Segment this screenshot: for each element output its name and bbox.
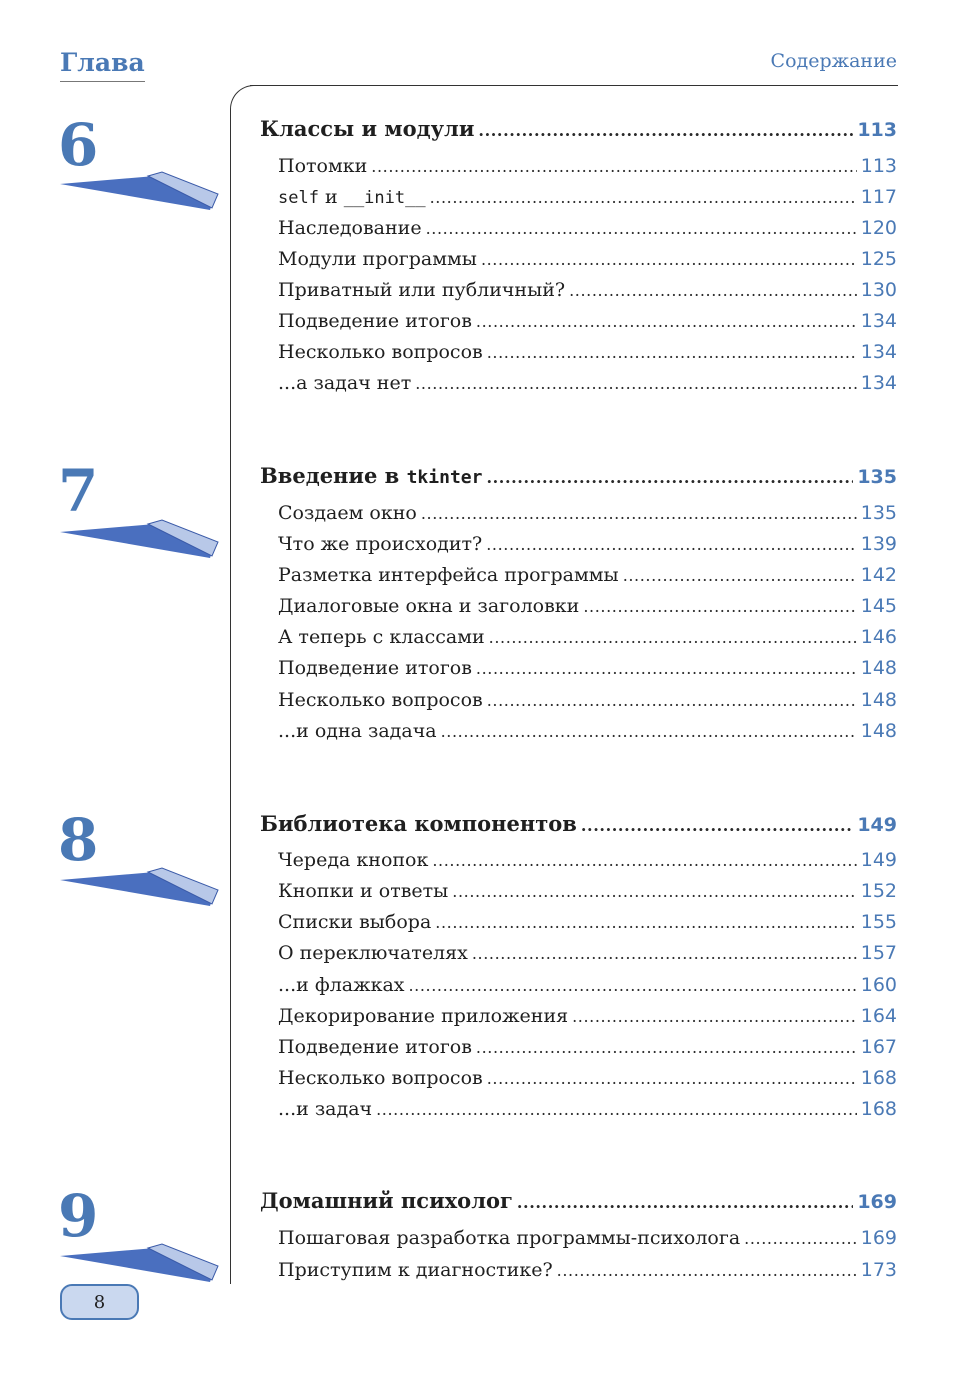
toc-title-text: Домашний психолог xyxy=(260,1188,513,1213)
header-rule xyxy=(250,85,898,86)
toc-entry[interactable]: Списки выбора ..... 155 xyxy=(278,911,897,933)
toc-entry[interactable]: Череда кнопок ..... 149 xyxy=(278,849,897,871)
toc-entry[interactable]: Разметка интерфейса программы ..... 142 xyxy=(278,564,897,586)
toc-entry[interactable]: ...а задач нет ..... 134 xyxy=(278,372,897,394)
toc-entry[interactable]: Кнопки и ответы ..... 152 xyxy=(278,880,897,902)
toc-entry[interactable]: Что же происходит? ..... 139 xyxy=(278,533,897,555)
toc-entry[interactable]: А теперь с классами ..... 146 xyxy=(278,626,897,648)
toc-entry[interactable]: Декорирование приложения ..... 164 xyxy=(278,1005,897,1027)
toc-entry[interactable]: Несколько вопросов ..... 134 xyxy=(278,341,897,363)
toc-entry[interactable]: Несколько вопросов ..... 168 xyxy=(278,1067,897,1089)
toc-entry[interactable]: Модули программы ..... 125 xyxy=(278,248,897,270)
toc-page-number: 135 xyxy=(857,466,897,488)
toc-entry[interactable]: О переключателях ..... 157 xyxy=(278,942,897,964)
toc-entry[interactable]: ...и флажках ..... 160 xyxy=(278,974,897,996)
toc-entry[interactable]: ...и одна задача ..... 148 xyxy=(278,720,897,742)
section-header-label: Содержание xyxy=(770,50,897,72)
toc-chapter-title[interactable] xyxy=(260,463,897,488)
toc-entry[interactable]: self и __init__ ..... 117 xyxy=(278,186,897,208)
toc-entry[interactable]: Несколько вопросов ..... 148 xyxy=(278,689,897,711)
toc-entry[interactable]: Приватный или публичный? ..... 130 xyxy=(278,279,897,301)
toc-chapter-title[interactable] xyxy=(260,811,897,836)
toc-title-text: Библиотека компонентов xyxy=(260,811,577,836)
toc-entry[interactable]: Подведение итогов ..... 148 xyxy=(278,657,897,679)
toc-entry[interactable]: Пошаговая разработка программы-психолога ..... 169 xyxy=(278,1227,897,1249)
toc-entry[interactable]: Наследование ..... 120 xyxy=(278,217,897,239)
toc-entry[interactable]: Подведение итогов ..... 134 xyxy=(278,310,897,332)
toc-entry[interactable]: ...и задач ..... 168 xyxy=(278,1098,897,1120)
chapter-number: 7 xyxy=(58,457,99,525)
toc-title-text: Введение в tkinter xyxy=(260,463,483,488)
chapter-number: 8 xyxy=(58,806,99,874)
toc-entry[interactable]: Диалоговые окна и заголовки ..... 145 xyxy=(278,595,897,617)
toc-entry[interactable]: Потомки ..... 113 xyxy=(278,155,897,177)
toc-page-number: 113 xyxy=(857,119,897,141)
chapter-number: 9 xyxy=(58,1182,99,1250)
toc-page-number: 169 xyxy=(857,1191,897,1213)
chapter-header-label: Глава xyxy=(60,48,145,82)
toc-chapter-title[interactable] xyxy=(260,116,897,141)
toc-title-text: Классы и модули xyxy=(260,116,475,141)
toc-page-number: 149 xyxy=(857,814,897,836)
toc-entry[interactable]: Подведение итогов ..... 167 xyxy=(278,1036,897,1058)
chapter-number: 6 xyxy=(58,111,99,179)
page-number-badge: 8 xyxy=(60,1284,139,1320)
toc-entry[interactable]: Создаем окно ..... 135 xyxy=(278,502,897,524)
toc-entry[interactable]: Приступим к диагностике? ..... 173 xyxy=(278,1259,897,1281)
toc-chapter-title[interactable] xyxy=(260,1188,897,1213)
chapter-divider-line xyxy=(230,85,255,1284)
